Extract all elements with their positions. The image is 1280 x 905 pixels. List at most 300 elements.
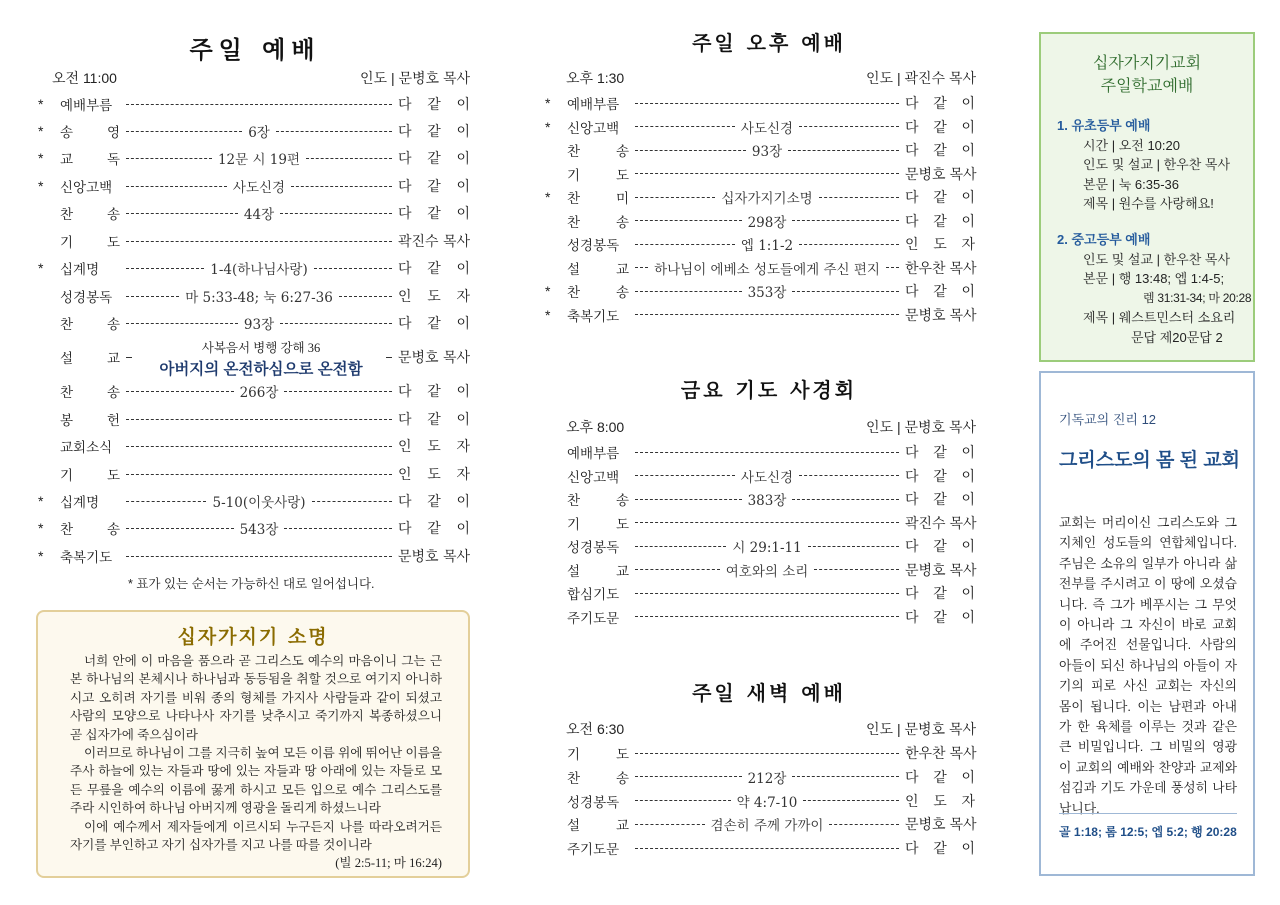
service-item bbox=[545, 466, 975, 486]
sunday-school-subtitle: 주일학교예배 bbox=[1100, 78, 1194, 95]
service-item-leader: 문병호 목사 bbox=[398, 548, 470, 564]
leader-dashes bbox=[635, 522, 899, 523]
leader-dashes bbox=[792, 291, 899, 292]
service-item-detail bbox=[126, 286, 392, 306]
service-item-text: 6장 bbox=[248, 125, 270, 141]
service-item-name: 예배부름 bbox=[567, 97, 620, 113]
service-item bbox=[545, 211, 975, 231]
service-item-name: 송 영 bbox=[60, 125, 120, 141]
leader-dashes bbox=[635, 776, 742, 777]
service-item-text: 12문 시 19편 bbox=[217, 152, 301, 168]
leader-dashes bbox=[635, 848, 899, 849]
calling-paragraph-3: 이에 예수께서 제자들에게 이르시되 누구든지 나를 따라오려거든 자기를 부인하고 자기 십자가를 지고 나를 따를 것이니라 bbox=[70, 819, 442, 853]
service-item-leader: 문병호 목사 bbox=[905, 165, 977, 182]
service-item bbox=[38, 464, 470, 484]
service-item-detail bbox=[635, 593, 899, 594]
service-item-detail bbox=[635, 466, 899, 486]
service-item bbox=[545, 93, 975, 113]
service-item-text: 사도신경 bbox=[232, 180, 286, 196]
service-item-name: 기 도 bbox=[60, 468, 120, 484]
service-item bbox=[545, 305, 975, 325]
leader-dashes bbox=[126, 419, 392, 420]
sunday-worship-header bbox=[52, 68, 470, 88]
leader-dashes bbox=[814, 569, 899, 570]
leader-dashes bbox=[635, 824, 705, 825]
dawn-leader: 인도 | 문병호 목사 bbox=[866, 721, 976, 737]
service-item-leader: 다 같 이 bbox=[905, 212, 975, 229]
service-item-leader: 인 도 자 bbox=[398, 438, 470, 454]
service-item-leader: 곽진수 목사 bbox=[905, 514, 977, 531]
service-item-leader: 인 도 자 bbox=[398, 466, 470, 482]
leader-dashes bbox=[829, 824, 899, 825]
service-item bbox=[545, 767, 975, 787]
service-item bbox=[38, 94, 470, 114]
youth-line: 렘 31:31-34; 마 20:28 bbox=[1143, 290, 1252, 305]
service-item-text: 543장 bbox=[239, 522, 279, 538]
service-item-name: 기 도 bbox=[567, 167, 629, 184]
standing-mark: * bbox=[545, 95, 551, 111]
youth-section bbox=[1057, 230, 1251, 347]
leader-dashes bbox=[635, 103, 899, 104]
service-item-text: 93장 bbox=[243, 317, 275, 333]
service-item bbox=[545, 838, 975, 858]
leader-dashes bbox=[635, 753, 899, 754]
service-item bbox=[38, 313, 470, 333]
service-item bbox=[38, 518, 470, 538]
service-item bbox=[545, 281, 975, 301]
service-item-text: 사도신경 bbox=[740, 469, 794, 486]
elementary-section bbox=[1057, 116, 1230, 214]
leader-dashes bbox=[284, 391, 392, 392]
standing-note: * 표가 있는 순서는 가능하신 대로 일어섭니다. bbox=[128, 577, 375, 591]
leader-dashes bbox=[635, 569, 720, 570]
service-item-leader: 다 같 이 bbox=[905, 95, 975, 111]
leader-dashes bbox=[635, 220, 742, 221]
service-item-leader: 다 같 이 bbox=[398, 205, 470, 221]
service-item-leader: 다 같 이 bbox=[905, 142, 975, 158]
service-item-name: 찬 송 bbox=[567, 144, 629, 160]
service-item-name: 예배부름 bbox=[567, 446, 620, 462]
service-item-leader: 다 같 이 bbox=[398, 383, 470, 399]
standing-mark: * bbox=[545, 283, 551, 299]
service-item bbox=[545, 743, 975, 763]
service-item-detail bbox=[635, 234, 899, 254]
service-item-leader: 다 같 이 bbox=[905, 189, 975, 205]
service-item-detail bbox=[635, 117, 899, 137]
service-item-leader: 다 같 이 bbox=[905, 118, 975, 135]
standing-mark: * bbox=[38, 548, 44, 564]
service-item-leader: 다 같 이 bbox=[398, 411, 470, 427]
service-item-leader: 한우찬 목사 bbox=[905, 259, 977, 276]
service-item-leader: 다 같 이 bbox=[398, 150, 470, 166]
leader-dashes bbox=[126, 556, 392, 557]
service-item-name: 찬 송 bbox=[567, 285, 629, 301]
service-item-leader: 다 같 이 bbox=[398, 96, 470, 112]
standing-mark: * bbox=[38, 260, 44, 276]
afternoon-worship-title: 주일 오후 예배 bbox=[692, 31, 846, 55]
service-item-name: 교 독 bbox=[60, 152, 120, 168]
service-item-text: 사도신경 bbox=[740, 120, 794, 137]
service-item-leader: 다 같 이 bbox=[905, 444, 975, 460]
dawn-time: 오전 6:30 bbox=[566, 721, 625, 737]
sunday-school-box bbox=[1039, 32, 1255, 362]
sunday-worship-leader: 인도 | 문병호 목사 bbox=[360, 70, 470, 86]
service-item-name: 신앙고백 bbox=[567, 469, 620, 486]
afternoon-time: 오후 1:30 bbox=[566, 70, 625, 86]
leader-dashes bbox=[126, 268, 204, 269]
service-item bbox=[545, 536, 975, 556]
service-item-name: 주기도문 bbox=[567, 842, 620, 859]
youth-line: 제목 | 웨스트민스터 소요리 bbox=[1083, 310, 1236, 325]
leader-dashes bbox=[799, 475, 899, 476]
leader-dashes bbox=[291, 186, 392, 187]
afternoon-header bbox=[566, 68, 976, 88]
service-item-text: 93장 bbox=[751, 144, 783, 160]
leader-dashes bbox=[126, 131, 242, 132]
leader-dashes bbox=[126, 323, 238, 324]
leader-dashes bbox=[306, 158, 392, 159]
service-item-text: 383장 bbox=[747, 493, 787, 509]
standing-mark: * bbox=[38, 493, 44, 509]
service-item-text: 5-10(이웃사랑) bbox=[212, 495, 306, 511]
leader-dashes bbox=[276, 131, 392, 132]
service-item-text: 시 29:1-11 bbox=[732, 540, 802, 556]
service-item bbox=[545, 258, 975, 278]
elementary-line: 인도 및 설교 | 한우찬 목사 bbox=[1083, 157, 1231, 172]
leader-dashes bbox=[284, 528, 392, 529]
service-item-text: 212장 bbox=[747, 770, 787, 787]
afternoon-leader: 인도 | 곽진수 목사 bbox=[866, 70, 976, 86]
service-item-name: 축복기도 bbox=[60, 550, 113, 566]
leader-dashes bbox=[819, 197, 899, 198]
service-item bbox=[545, 234, 975, 254]
service-item-detail bbox=[126, 491, 392, 511]
service-item bbox=[38, 231, 470, 251]
calling-reference: (빌 2:5-11; 마 16:24) bbox=[335, 856, 442, 871]
service-item-detail bbox=[635, 173, 899, 174]
service-item-detail bbox=[635, 560, 899, 580]
standing-mark: * bbox=[545, 118, 551, 135]
service-item-leader: 인 도 자 bbox=[905, 236, 975, 252]
service-item bbox=[545, 513, 975, 533]
service-item bbox=[38, 381, 470, 401]
service-item-leader: 다 같 이 bbox=[905, 283, 975, 299]
elementary-line: 본문 | 눅 6:35-36 bbox=[1083, 176, 1179, 192]
service-item bbox=[38, 491, 470, 511]
service-item-name: 기 도 bbox=[60, 235, 120, 251]
service-item bbox=[545, 607, 975, 627]
service-item-detail bbox=[126, 241, 392, 242]
service-item-name: 축복기도 bbox=[567, 308, 620, 325]
service-item-leader: 다 같 이 bbox=[398, 178, 470, 194]
service-item bbox=[545, 187, 975, 207]
service-item-leader: 다 같 이 bbox=[905, 585, 975, 601]
service-item-text: 엡 1:1-2 bbox=[740, 238, 794, 254]
service-item-name: 성경봉독 bbox=[567, 540, 620, 556]
standing-mark: * bbox=[38, 178, 44, 194]
service-item-name: 기 도 bbox=[567, 747, 629, 763]
service-item-detail bbox=[635, 103, 899, 104]
youth-line: 인도 및 설교 | 한우찬 목사 bbox=[1083, 251, 1231, 267]
service-item-name: 설 교 bbox=[567, 563, 629, 580]
elementary-line: 제목 | 원수를 사랑해요! bbox=[1083, 196, 1214, 211]
service-item-name: 찬 송 bbox=[567, 770, 629, 787]
leader-dashes bbox=[792, 499, 899, 500]
leader-dashes bbox=[339, 296, 392, 297]
service-item-text: 십자가지기소명 bbox=[721, 191, 813, 207]
service-item bbox=[545, 583, 975, 603]
service-item bbox=[38, 121, 470, 141]
service-item-detail bbox=[635, 258, 899, 278]
service-item bbox=[545, 164, 975, 184]
service-item-name: 봉 헌 bbox=[60, 413, 120, 429]
service-item-name: 예배부름 bbox=[60, 98, 113, 114]
service-item-leader: 다 같 이 bbox=[398, 493, 470, 509]
leader-dashes bbox=[635, 546, 726, 547]
leader-dashes bbox=[126, 501, 206, 502]
service-item-name: 합심기도 bbox=[567, 587, 620, 603]
service-item-leader: 다 같 이 bbox=[398, 123, 470, 139]
leader-dashes bbox=[126, 158, 212, 159]
service-item-detail bbox=[126, 104, 392, 105]
service-item-detail bbox=[126, 474, 392, 475]
leader-dashes bbox=[126, 186, 227, 187]
service-item-detail bbox=[635, 489, 899, 509]
service-item bbox=[38, 258, 470, 278]
service-item-leader: 인 도 자 bbox=[905, 792, 975, 809]
sunday-worship-title: 주일 예배 bbox=[189, 36, 321, 64]
leader-dashes bbox=[808, 546, 899, 547]
service-item bbox=[545, 442, 975, 462]
service-item bbox=[545, 791, 975, 811]
standing-mark: * bbox=[38, 150, 44, 166]
service-item-detail bbox=[635, 281, 899, 301]
service-item-name: 기 도 bbox=[567, 516, 629, 533]
leader-dashes bbox=[635, 616, 899, 617]
service-item bbox=[38, 546, 470, 566]
truth-label: 기독교의 진리 12 bbox=[1059, 412, 1157, 427]
service-item-detail bbox=[635, 753, 899, 754]
standing-mark: * bbox=[38, 123, 44, 139]
sunday-sermon-series: 사복음서 병행 강해 36 bbox=[201, 341, 321, 355]
service-item bbox=[545, 560, 975, 580]
service-item-leader: 다 같 이 bbox=[905, 840, 975, 857]
service-item-detail bbox=[126, 419, 392, 420]
service-item-name: 찬 송 bbox=[60, 317, 120, 333]
truth-references: 골 1:18; 롬 12:5; 엡 5:2; 행 20:28 bbox=[1059, 825, 1237, 839]
service-item-leader: 한우찬 목사 bbox=[905, 745, 977, 761]
service-item bbox=[545, 814, 975, 834]
dawn-header bbox=[566, 719, 976, 739]
service-item-detail bbox=[635, 522, 899, 523]
service-item-leader: 인 도 자 bbox=[398, 288, 470, 304]
service-item-leader: 문병호 목사 bbox=[905, 561, 977, 578]
leader-dashes bbox=[126, 213, 238, 214]
leader-dashes bbox=[635, 499, 742, 500]
service-item-detail bbox=[635, 140, 899, 160]
sunday-school-title bbox=[1041, 52, 1253, 98]
service-item-text: 마 5:33-48; 눅 6:27-36 bbox=[185, 290, 333, 306]
service-item-leader: 곽진수 목사 bbox=[398, 233, 470, 249]
friday-leader: 인도 | 문병호 목사 bbox=[866, 419, 976, 435]
service-item-leader: 문병호 목사 bbox=[905, 816, 977, 833]
service-item bbox=[38, 436, 470, 456]
leader-dashes bbox=[635, 452, 899, 453]
leader-dashes bbox=[635, 593, 899, 594]
service-item-name: 교회소식 bbox=[60, 440, 113, 456]
leader-dashes bbox=[792, 220, 899, 221]
service-item-detail bbox=[126, 518, 392, 538]
service-item-leader: 문병호 목사 bbox=[905, 306, 977, 323]
service-item-detail bbox=[126, 381, 392, 401]
service-item-name: 성경봉독 bbox=[567, 794, 620, 811]
calling-title: 십자가지기 소명 bbox=[177, 626, 329, 648]
standing-mark: * bbox=[545, 189, 551, 205]
service-item-text: 겸손히 주께 가까이 bbox=[710, 818, 824, 835]
leader-dashes bbox=[126, 104, 392, 105]
service-item bbox=[38, 148, 470, 168]
youth-line: 본문 | 행 13:48; 엡 1:4-5; bbox=[1083, 271, 1225, 286]
service-item-detail bbox=[126, 556, 392, 557]
leader-dashes bbox=[635, 126, 735, 127]
service-item-leader: 다 같 이 bbox=[398, 315, 470, 331]
youth-heading: 2. 중고등부 예배 bbox=[1057, 232, 1151, 247]
leader-dashes bbox=[635, 197, 715, 198]
service-item-leader: 다 같 이 bbox=[905, 491, 975, 507]
standing-mark: * bbox=[545, 306, 551, 323]
truth-box bbox=[1039, 371, 1255, 876]
service-item-text: 약 4:7-10 bbox=[736, 794, 798, 811]
leader-dashes bbox=[635, 291, 742, 292]
dawn-title: 주일 새벽 예배 bbox=[692, 681, 846, 705]
service-item bbox=[38, 203, 470, 223]
leader-dashes bbox=[126, 528, 234, 529]
service-item bbox=[545, 489, 975, 509]
service-item-detail bbox=[635, 187, 899, 207]
service-item-name: 찬 송 bbox=[567, 493, 629, 509]
leader-dashes bbox=[126, 296, 179, 297]
service-item-detail bbox=[126, 446, 392, 447]
leader-dashes bbox=[635, 800, 731, 801]
service-item-detail bbox=[635, 814, 899, 834]
service-item-leader: 다 같 이 bbox=[905, 467, 975, 484]
service-item-name: 찬 송 bbox=[60, 207, 120, 223]
leader-dashes bbox=[280, 323, 392, 324]
service-item-leader: 다 같 이 bbox=[905, 538, 975, 554]
elementary-line: 시간 | 오전 10:20 bbox=[1083, 137, 1180, 153]
service-item-detail bbox=[126, 121, 392, 141]
service-item-name: 십계명 bbox=[60, 495, 100, 511]
service-item-name: 찬 송 bbox=[60, 522, 120, 538]
truth-title: 그리스도의 몸 된 교회 bbox=[1059, 450, 1241, 471]
service-item-leader: 문병호 목사 bbox=[398, 349, 470, 365]
service-item-name: 찬 송 bbox=[567, 214, 629, 231]
service-item-leader: 다 같 이 bbox=[398, 520, 470, 536]
leader-dashes bbox=[126, 241, 392, 242]
service-item bbox=[38, 286, 470, 306]
service-item-detail bbox=[126, 203, 392, 223]
service-item bbox=[545, 117, 975, 137]
service-item-leader: 다 같 이 bbox=[398, 260, 470, 276]
service-item-leader: 다 같 이 bbox=[905, 608, 975, 625]
leader-dashes bbox=[386, 357, 392, 358]
service-item-detail bbox=[635, 616, 899, 617]
service-item-name: 십계명 bbox=[60, 262, 100, 278]
service-item-text: 여호와의 소리 bbox=[725, 563, 809, 580]
leader-dashes bbox=[126, 391, 234, 392]
standing-mark: * bbox=[38, 96, 44, 112]
service-item-detail bbox=[635, 791, 899, 811]
service-item bbox=[545, 140, 975, 160]
friday-title: 금요 기도 사경회 bbox=[680, 378, 858, 402]
service-item-detail bbox=[126, 176, 392, 196]
service-item bbox=[38, 176, 470, 196]
leader-dashes bbox=[126, 446, 392, 447]
leader-dashes bbox=[635, 173, 899, 174]
leader-dashes bbox=[126, 357, 132, 358]
leader-dashes bbox=[280, 213, 392, 214]
truth-text: 교회는 머리이신 그리스도와 그 지체인 성도들의 연합체입니다. 주님은 소유의 일부가 아니라 삶 전부를 주시려고 이 땅에 오셨습니다. 즉 그가 베푸시는 그 무엇이 아니라 그 자신이 바로 교회에 주어진 선물입니다. 사람의 아들이 되신 하나님의 아들이 자기의 피로 사신 교회는 자신의 몸이 됩니다. 이는 남편과 아내가 한 육체를 이루는 것과 같은 큰 비밀입니다. 그 비밀의 영광이 교회의 예배와 찬양과 교제와 섬김과 기도 가운데 풍성히 나타납니다. bbox=[1059, 515, 1237, 816]
service-item-name: 신앙고백 bbox=[567, 120, 620, 137]
service-item-detail bbox=[635, 314, 899, 315]
service-item-leader: 다 같 이 bbox=[905, 768, 975, 785]
service-item-text: 하나님이 에베소 성도들에게 주신 편지 bbox=[654, 261, 880, 278]
leader-dashes bbox=[635, 150, 746, 151]
friday-time: 오후 8:00 bbox=[566, 419, 625, 435]
service-item-detail bbox=[126, 258, 392, 278]
service-item-text: 353장 bbox=[747, 285, 787, 301]
leader-dashes bbox=[126, 474, 392, 475]
elementary-heading: 1. 유초등부 예배 bbox=[1057, 118, 1151, 133]
leader-dashes bbox=[788, 150, 899, 151]
service-item-text: 298장 bbox=[747, 214, 787, 231]
sunday-sermon-title: 아버지의 온전하심으로 온전함 bbox=[159, 361, 363, 378]
service-item-name: 찬 송 bbox=[60, 385, 120, 401]
leader-dashes bbox=[635, 267, 648, 268]
service-item-text: 44장 bbox=[243, 207, 275, 223]
leader-dashes bbox=[799, 244, 899, 245]
service-item-detail bbox=[635, 452, 899, 453]
calling-text bbox=[70, 652, 442, 873]
leader-dashes bbox=[799, 126, 899, 127]
leader-dashes bbox=[803, 800, 899, 801]
service-item-name: 설 교 bbox=[567, 261, 629, 278]
service-item-detail bbox=[635, 536, 899, 556]
service-item-text: 266장 bbox=[239, 385, 279, 401]
leader-dashes bbox=[635, 244, 735, 245]
leader-dashes bbox=[312, 501, 392, 502]
service-item-name: 설 교 bbox=[60, 351, 120, 367]
calling-paragraph-1: 너희 안에 이 마음을 품으라 곧 그리스도 예수의 마음이니 그는 근본 하나님의 본체시나 하나님과 동등됨을 취할 것으로 여기지 아니하시고 오히려 자기를 비워 종의 형체를 가지사 사람들과 같이 되셨고 사람의 모양으로 나타나사 자기를 낮추시고 죽기까지 복종하셨으니 곧 십자가에 죽으심이라 bbox=[70, 654, 442, 742]
service-item-text: 1-4(하나님사랑) bbox=[210, 262, 308, 278]
leader-dashes bbox=[314, 268, 392, 269]
service-item-name: 주기도문 bbox=[567, 610, 620, 627]
service-item-detail bbox=[635, 848, 899, 849]
service-item-name: 신앙고백 bbox=[60, 180, 113, 196]
sunday-school-church: 십자가지기교회 bbox=[1092, 55, 1202, 72]
service-item-detail bbox=[635, 211, 899, 231]
service-item-name: 찬 미 bbox=[567, 191, 629, 207]
service-item-detail bbox=[126, 148, 392, 168]
service-item-name: 설 교 bbox=[567, 818, 629, 835]
leader-dashes bbox=[635, 475, 735, 476]
calling-box bbox=[36, 610, 470, 878]
friday-header bbox=[566, 417, 976, 437]
standing-mark: * bbox=[38, 520, 44, 536]
service-item-detail bbox=[126, 313, 392, 333]
service-item-name: 성경봉독 bbox=[60, 290, 113, 306]
truth-divider bbox=[1059, 813, 1237, 814]
